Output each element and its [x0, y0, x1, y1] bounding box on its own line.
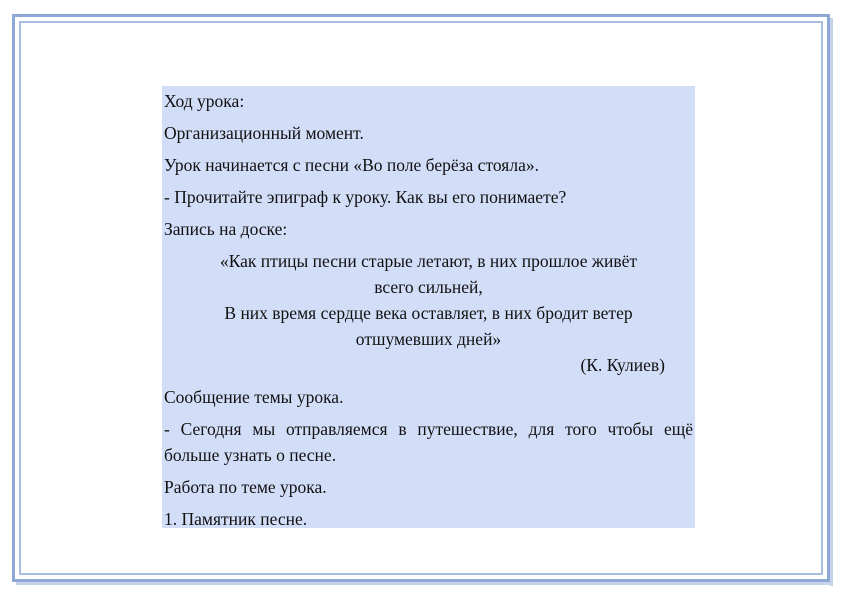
org-moment: Организационный момент.	[164, 123, 364, 143]
lesson-text-block	[162, 86, 695, 528]
frame-shadow-bottom	[16, 582, 833, 585]
lesson-heading: Ход урока:	[164, 91, 245, 111]
epigraph-line: «Как птицы песни старые летают, в них прошлое живёт	[219, 251, 638, 271]
epigraph-line: В них время сердце века оставляет, в них бродит ветер	[224, 303, 633, 323]
board-label: Запись на доске:	[164, 219, 288, 239]
lesson-topic-text: - Сегодня мы отправляемся в путешествие, для того чтобы ещё больше узнать о песне.	[164, 419, 693, 465]
frame-shadow-right	[830, 18, 833, 586]
epigraph	[164, 248, 693, 378]
lesson-task: - Прочитайте эпиграф к уроку. Как вы его понимаете?	[164, 187, 567, 207]
epigraph-line: отшумевших дней»	[355, 329, 502, 349]
lesson-topic: Сообщение темы урока.	[164, 387, 344, 407]
epigraph-line: всего сильней,	[374, 277, 483, 297]
lesson-item-1: 1. Памятник песне.	[164, 509, 308, 529]
lesson-intro: Урок начинается с песни «Во поле берёза стояла».	[164, 155, 539, 175]
lesson-work: Работа по теме урока.	[164, 477, 327, 497]
epigraph-author: (К. Кулиев)	[580, 355, 665, 375]
